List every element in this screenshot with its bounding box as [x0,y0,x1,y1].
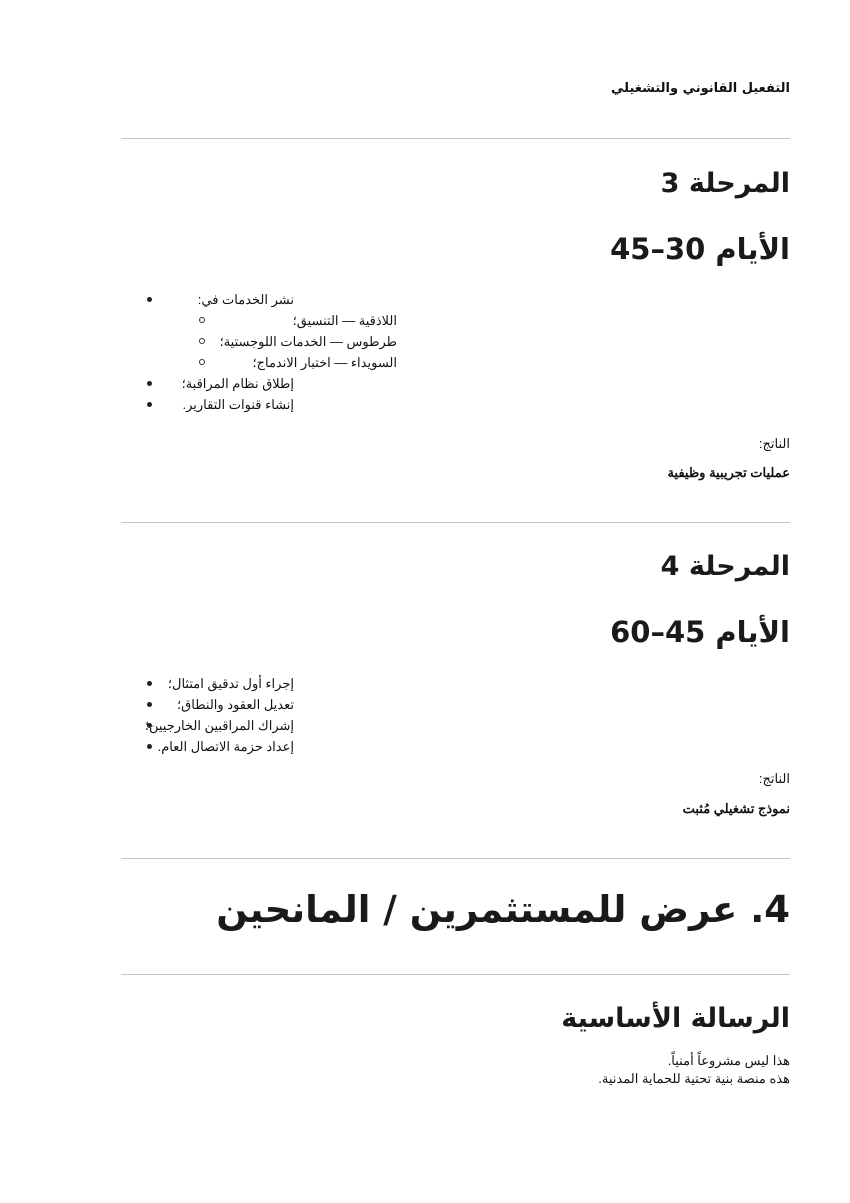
phase-3-result-label: الناتج: [758,436,790,451]
sublist-item: السويداء — اختبار الاندماج؛ [121,352,790,373]
circle-bullet-icon [199,317,205,323]
core-message-heading: الرسالة الأساسية [561,1003,790,1034]
phase-4-task-list [121,673,790,757]
list-item: إجراء أول تدقيق امتثال؛ [121,673,790,694]
document-page [121,0,790,1203]
phase-4-result-label: الناتج: [758,771,790,786]
bullet-icon [147,297,152,302]
paragraph-line: هذه منصة بنية تحتية للحماية المدنية. [598,1071,790,1086]
list-item [121,310,790,373]
bullet-icon [147,702,152,707]
bullet-icon [147,681,152,686]
phase-3-heading: المرحلة 3 [660,168,790,199]
phase-3-days-heading: الأيام 30–45 [610,232,790,266]
phase-3-task-list [121,289,790,415]
phase-3-result-value: عمليات تجريبية وظيفية [667,465,790,480]
list-item: نشر الخدمات في: [121,289,790,310]
phase-4-heading: المرحلة 4 [660,551,790,582]
divider [121,138,790,139]
phase-4-result-value: نموذج تشغيلي مُثبت [682,801,790,816]
bullet-icon [147,402,152,407]
list-item: إطلاق نظام المراقبة؛ [121,373,790,394]
city-sublist [121,310,790,373]
list-item: إعداد حزمة الاتصال العام. [121,736,790,757]
divider [121,522,790,523]
divider [121,858,790,859]
section-4-heading: 4. عرض للمستثمرين / المانحين [216,888,790,931]
sublist-item: طرطوس — الخدمات اللوجستية؛ [121,331,790,352]
list-item: تعديل العقود والنطاق؛ [121,694,790,715]
divider [121,974,790,975]
paragraph-line: هذا ليس مشروعاً أمنياً. [667,1053,790,1068]
list-item: إنشاء قنوات التقارير. [121,394,790,415]
bullet-icon [147,744,152,749]
phase-4-days-heading: الأيام 45–60 [610,615,790,649]
circle-bullet-icon [199,338,205,344]
list-item: إشراك المراقبين الخارجيين؛ [144,718,294,733]
bullet-icon [147,381,152,386]
sublist-item: اللاذقية — التنسيق؛ [121,310,790,331]
core-message-paragraph [598,1052,790,1088]
circle-bullet-icon [199,359,205,365]
running-header: التفعيل القانوني والتشغيلي [611,81,790,96]
